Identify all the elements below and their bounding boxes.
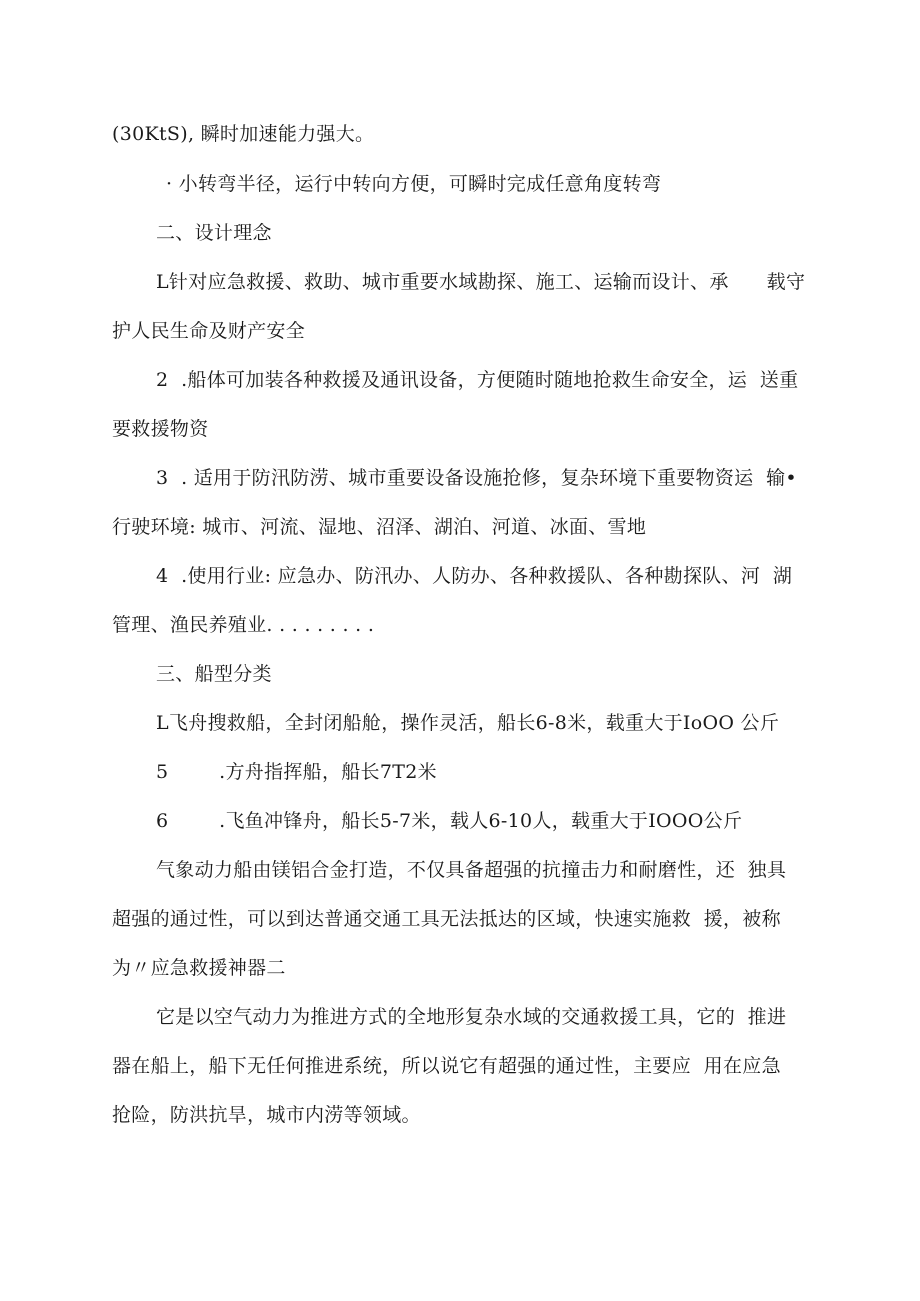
list-item: 6 .飞鱼冲锋舟，船长5-7米，载人6-10人，载重大于IOOO公斤 — [156, 810, 743, 832]
paragraph-line: 它是以空气动力为推进方式的全地形复杂水域的交通救援工具，它的 推进 — [156, 1006, 787, 1028]
paragraph-line: 为〃应急救援神器二 — [112, 957, 286, 979]
text-line: 管理、渔民养殖业. . . . . . . . . — [112, 614, 375, 636]
list-item: 4 .使用行业: 应急办、防汛办、人防办、各种救援队、各种勘探队、河 湖 — [156, 565, 793, 587]
text-line: 要救援物资 — [112, 418, 209, 440]
list-item: 5 .方舟指挥船，船长7T2米 — [156, 761, 437, 783]
list-item: L针对应急救援、救助、城市重要水域勘探、施工、运输而设计、承 载守 — [156, 271, 806, 293]
section-heading: 三、船型分类 — [156, 663, 272, 685]
paragraph-line: 抢险，防洪抗旱，城市内涝等领域。 — [112, 1104, 421, 1126]
text-line: 护人民生命及财产安全 — [112, 320, 306, 342]
paragraph-line: 超强的通过性，可以到达普通交通工具无法抵达的区域，快速实施救 援，被称 — [112, 908, 781, 930]
paragraph-line: 器在船上，船下无任何推进系统，所以说它有超强的通过性，主要应 用在应急 — [112, 1055, 781, 1077]
list-item: 3 . 适用于防汛防涝、城市重要设备设施抢修，复杂环境下重要物资运 输• — [156, 467, 797, 489]
text-line: 行驶环境: 城市、河流、湿地、沼泽、湖泊、河道、冰面、雪地 — [112, 516, 647, 538]
section-heading: 二、设计理念 — [156, 222, 272, 244]
list-item: L飞舟搜救船，全封闭船舱，操作灵活，船长6-8米，载重大于IoOO 公斤 — [156, 712, 780, 734]
text-line: (30KtS), 瞬时加速能力强大。 — [112, 123, 375, 145]
paragraph-line: 气象动力船由镁铝合金打造，不仅具备超强的抗撞击力和耐磨性，还 独具 — [156, 859, 787, 881]
bullet-item: · 小转弯半径，运行中转向方便，可瞬时完成任意角度转弯 — [166, 173, 662, 195]
list-item: 2 .船体可加装各种救援及通讯设备，方便随时随地抢救生命安全，运 送重 — [156, 369, 799, 391]
